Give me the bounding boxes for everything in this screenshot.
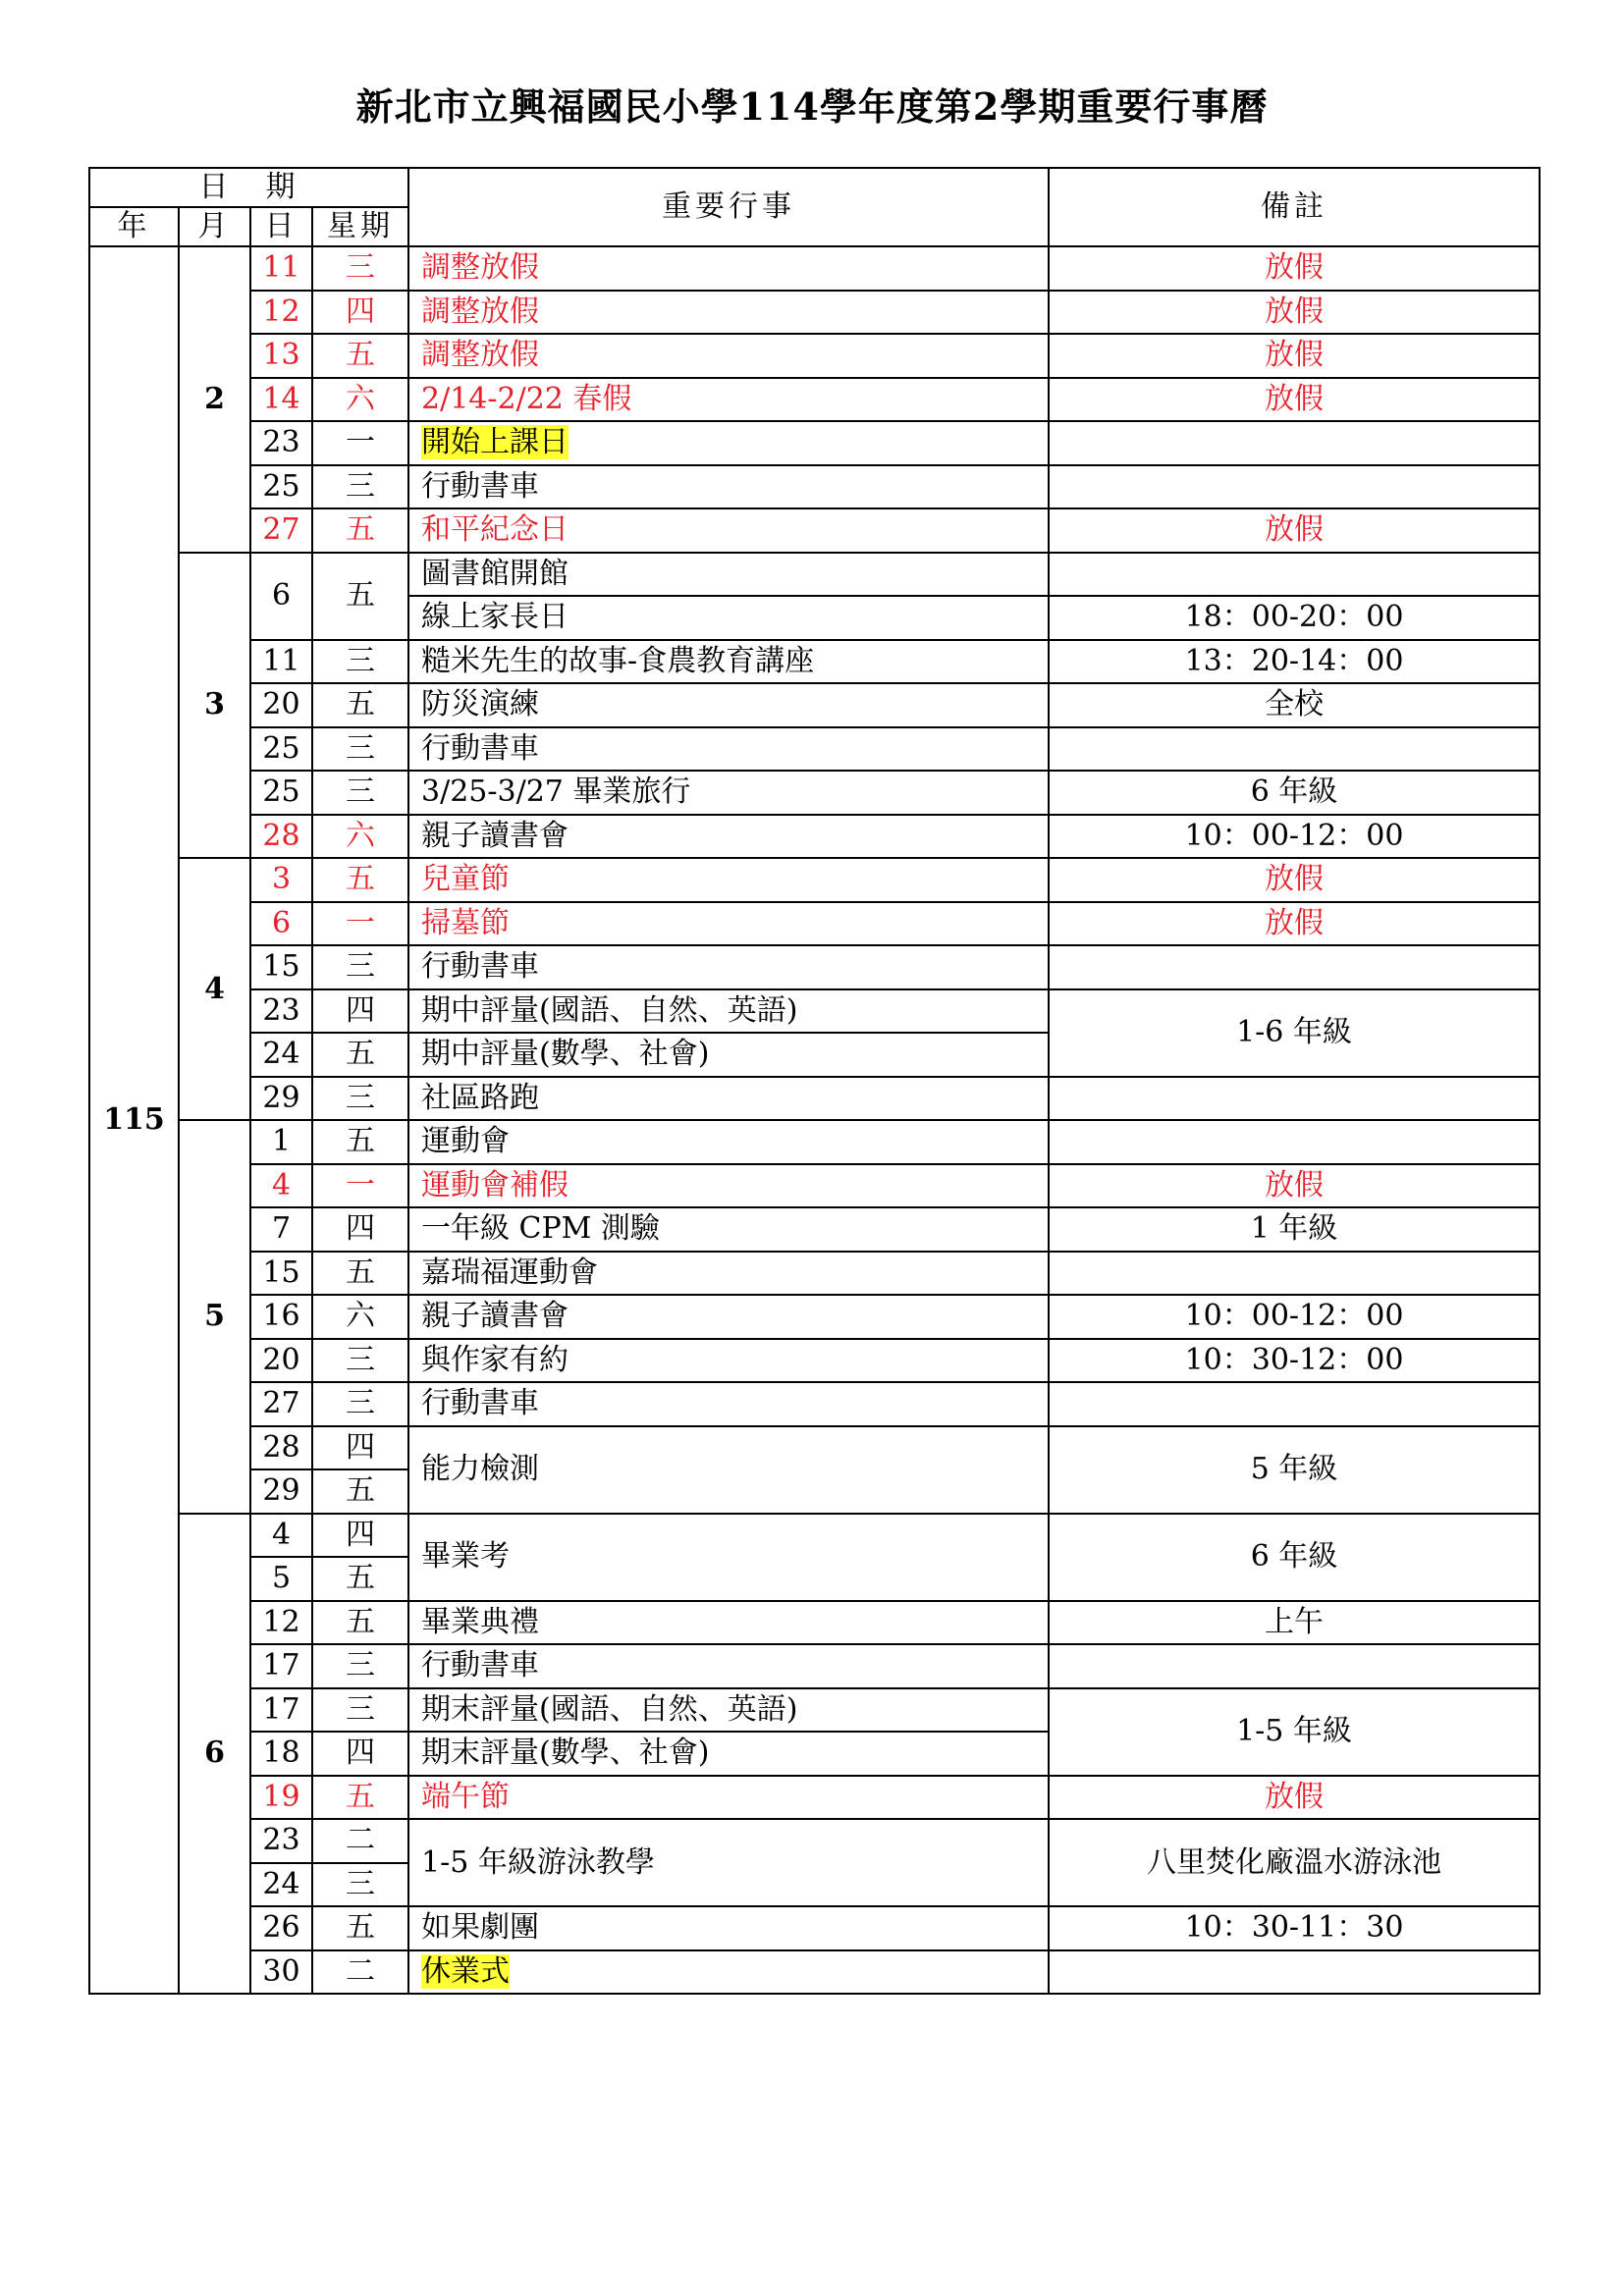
note-cell [1049, 1644, 1540, 1688]
table-row [89, 291, 1540, 335]
day-cell: 15 [250, 1252, 312, 1296]
event-cell: 運動會 [408, 1120, 1049, 1164]
header-row [89, 168, 1540, 207]
table-row [89, 1644, 1540, 1688]
day-cell: 14 [250, 378, 312, 422]
note-cell: 13：20-14：00 [1049, 640, 1540, 684]
weekday-cell: 三 [312, 1077, 408, 1121]
note-cell: 10：30-12：00 [1049, 1339, 1540, 1383]
event-cell: 1-5 年級游泳教學 [408, 1819, 1049, 1906]
table-row [89, 858, 1540, 902]
day-cell: 19 [250, 1776, 312, 1820]
note-cell: 5 年級 [1049, 1426, 1540, 1514]
year-header: 年 [89, 207, 179, 246]
month-cell: 2 [179, 246, 250, 553]
table-row [89, 989, 1540, 1034]
table-row [89, 640, 1540, 684]
table-row [89, 1601, 1540, 1645]
weekday-cell: 五 [312, 683, 408, 727]
weekday-cell: 五 [312, 553, 408, 640]
day-cell: 6 [250, 902, 312, 946]
day-cell: 23 [250, 989, 312, 1034]
day-header: 日 [250, 207, 312, 246]
day-cell: 17 [250, 1644, 312, 1688]
note-cell [1049, 1077, 1540, 1121]
highlighted-event: 開始上課日 [421, 425, 568, 460]
event-cell: 與作家有約 [408, 1339, 1049, 1383]
table-row [89, 1295, 1540, 1339]
event-cell: 2/14-2/22 春假 [408, 378, 1049, 422]
day-cell: 29 [250, 1077, 312, 1121]
day-cell: 7 [250, 1207, 312, 1252]
weekday-cell: 三 [312, 1339, 408, 1383]
weekday-cell: 三 [312, 640, 408, 684]
note-cell: 八里焚化廠溫水游泳池 [1049, 1819, 1540, 1906]
event-cell: 行動書車 [408, 727, 1049, 772]
event-cell: 畢業考 [408, 1514, 1049, 1601]
table-row [89, 421, 1540, 465]
weekday-cell: 一 [312, 421, 408, 465]
table-row [89, 246, 1540, 291]
day-cell: 20 [250, 1339, 312, 1383]
table-row [89, 1382, 1540, 1426]
day-cell: 20 [250, 683, 312, 727]
note-cell: 放假 [1049, 902, 1540, 946]
table-row [89, 1776, 1540, 1820]
event-cell: 行動書車 [408, 945, 1049, 989]
note-cell: 全校 [1049, 683, 1540, 727]
note-cell [1049, 945, 1540, 989]
note-cell [1049, 1950, 1540, 1995]
note-cell [1049, 553, 1540, 597]
table-row [89, 1819, 1540, 1863]
table-row [89, 553, 1540, 597]
table-row [89, 1077, 1540, 1121]
note-cell: 10：00-12：00 [1049, 1295, 1540, 1339]
weekday-cell: 一 [312, 1164, 408, 1208]
event-cell: 線上家長日 [408, 596, 1049, 640]
note-cell: 1-6 年級 [1049, 989, 1540, 1077]
note-cell [1049, 1382, 1540, 1426]
day-cell: 24 [250, 1863, 312, 1907]
event-cell: 端午節 [408, 1776, 1049, 1820]
weekday-cell: 六 [312, 1295, 408, 1339]
table-row [89, 945, 1540, 989]
day-cell: 23 [250, 1819, 312, 1863]
weekday-cell: 五 [312, 1601, 408, 1645]
day-cell: 25 [250, 465, 312, 509]
weekday-cell: 六 [312, 815, 408, 859]
event-cell: 期中評量(國語、自然、英語) [408, 989, 1049, 1034]
day-cell: 4 [250, 1164, 312, 1208]
weekday-cell: 五 [312, 508, 408, 553]
note-cell: 放假 [1049, 1776, 1540, 1820]
weekday-cell: 一 [312, 902, 408, 946]
weekday-cell: 五 [312, 1776, 408, 1820]
table-row [89, 771, 1540, 815]
event-cell: 糙米先生的故事-食農教育講座 [408, 640, 1049, 684]
weekday-cell: 三 [312, 246, 408, 291]
day-cell: 27 [250, 1382, 312, 1426]
event-cell: 社區路跑 [408, 1077, 1049, 1121]
day-cell: 12 [250, 1601, 312, 1645]
table-row [89, 727, 1540, 772]
table-row [89, 1207, 1540, 1252]
weekday-cell: 四 [312, 1426, 408, 1470]
note-cell: 放假 [1049, 858, 1540, 902]
weekday-cell: 四 [312, 1732, 408, 1776]
note-cell: 放假 [1049, 378, 1540, 422]
event-cell: 行動書車 [408, 1382, 1049, 1426]
day-cell: 1 [250, 1120, 312, 1164]
weekday-cell: 五 [312, 334, 408, 378]
table-row [89, 1164, 1540, 1208]
note-cell [1049, 421, 1540, 465]
month-cell: 6 [179, 1514, 250, 1995]
day-cell: 13 [250, 334, 312, 378]
table-row [89, 1426, 1540, 1470]
table-row [89, 1688, 1540, 1733]
weekday-cell: 五 [312, 1469, 408, 1514]
event-cell: 圖書館開館 [408, 553, 1049, 597]
table-row [89, 465, 1540, 509]
weekday-cell: 四 [312, 1207, 408, 1252]
note-cell: 6 年級 [1049, 771, 1540, 815]
event-cell [408, 1950, 1049, 1995]
event-cell: 嘉瑞福運動會 [408, 1252, 1049, 1296]
weekday-cell: 二 [312, 1819, 408, 1863]
day-cell: 17 [250, 1688, 312, 1733]
event-cell: 期末評量(國語、自然、英語) [408, 1688, 1049, 1733]
note-cell [1049, 465, 1540, 509]
note-cell: 10：30-11：30 [1049, 1906, 1540, 1950]
note-header: 備註 [1049, 168, 1540, 246]
note-cell: 6 年級 [1049, 1514, 1540, 1601]
weekday-cell: 四 [312, 1514, 408, 1558]
event-cell: 能力檢測 [408, 1426, 1049, 1514]
weekday-cell: 六 [312, 378, 408, 422]
day-cell: 29 [250, 1469, 312, 1514]
event-cell: 一年級 CPM 測驗 [408, 1207, 1049, 1252]
note-cell: 放假 [1049, 1164, 1540, 1208]
table-row [89, 815, 1540, 859]
weekday-cell: 四 [312, 291, 408, 335]
table-row [89, 1339, 1540, 1383]
day-cell: 4 [250, 1514, 312, 1558]
note-cell [1049, 1120, 1540, 1164]
event-cell: 親子讀書會 [408, 815, 1049, 859]
note-cell [1049, 727, 1540, 772]
event-cell: 行動書車 [408, 465, 1049, 509]
day-cell: 5 [250, 1557, 312, 1601]
weekday-cell: 三 [312, 1644, 408, 1688]
event-cell: 行動書車 [408, 1644, 1049, 1688]
event-cell: 運動會補假 [408, 1164, 1049, 1208]
month-cell: 4 [179, 858, 250, 1120]
event-cell: 掃墓節 [408, 902, 1049, 946]
table-row [89, 334, 1540, 378]
weekday-cell: 三 [312, 465, 408, 509]
note-cell: 放假 [1049, 246, 1540, 291]
table-row [89, 1120, 1540, 1164]
note-cell: 18：00-20：00 [1049, 596, 1540, 640]
event-cell: 期中評量(數學、社會) [408, 1033, 1049, 1077]
weekday-cell: 三 [312, 771, 408, 815]
month-cell: 5 [179, 1120, 250, 1514]
table-row [89, 378, 1540, 422]
event-header: 重要行事 [408, 168, 1049, 246]
table-row [89, 1514, 1540, 1558]
weekday-cell: 三 [312, 727, 408, 772]
event-cell [408, 421, 1049, 465]
event-cell: 防災演練 [408, 683, 1049, 727]
day-cell: 28 [250, 815, 312, 859]
day-cell: 11 [250, 246, 312, 291]
event-cell: 調整放假 [408, 246, 1049, 291]
day-cell: 25 [250, 727, 312, 772]
event-cell: 調整放假 [408, 291, 1049, 335]
day-cell: 26 [250, 1906, 312, 1950]
weekday-cell: 三 [312, 1688, 408, 1733]
month-cell: 3 [179, 553, 250, 859]
day-cell: 18 [250, 1732, 312, 1776]
event-cell: 調整放假 [408, 334, 1049, 378]
calendar-table [88, 167, 1541, 1995]
day-cell: 6 [250, 553, 312, 640]
weekday-cell: 五 [312, 1557, 408, 1601]
weekday-cell: 三 [312, 945, 408, 989]
table-row [89, 1950, 1540, 1995]
day-cell: 27 [250, 508, 312, 553]
weekday-cell: 五 [312, 1906, 408, 1950]
table-row [89, 1252, 1540, 1296]
day-cell: 30 [250, 1950, 312, 1995]
day-cell: 24 [250, 1033, 312, 1077]
table-row [89, 508, 1540, 553]
weekday-cell: 二 [312, 1950, 408, 1995]
note-cell: 1 年級 [1049, 1207, 1540, 1252]
day-cell: 12 [250, 291, 312, 335]
note-cell: 1-5 年級 [1049, 1688, 1540, 1776]
weekday-cell: 三 [312, 1382, 408, 1426]
event-cell: 如果劇團 [408, 1906, 1049, 1950]
event-cell: 和平紀念日 [408, 508, 1049, 553]
weekday-cell: 五 [312, 1033, 408, 1077]
table-row [89, 902, 1540, 946]
weekday-cell: 五 [312, 1252, 408, 1296]
page-title: 新北市立興福國民小學114學年度第2學期重要行事曆 [355, 84, 1269, 129]
day-cell: 16 [250, 1295, 312, 1339]
month-header: 月 [179, 207, 250, 246]
day-cell: 3 [250, 858, 312, 902]
weekday-cell: 五 [312, 858, 408, 902]
note-cell: 10：00-12：00 [1049, 815, 1540, 859]
note-cell: 放假 [1049, 291, 1540, 335]
year-cell: 115 [89, 246, 179, 1994]
event-cell: 畢業典禮 [408, 1601, 1049, 1645]
event-cell: 兒童節 [408, 858, 1049, 902]
weekday-header: 星期 [312, 207, 408, 246]
table-row [89, 683, 1540, 727]
note-cell [1049, 1252, 1540, 1296]
event-cell: 期末評量(數學、社會) [408, 1732, 1049, 1776]
weekday-cell: 四 [312, 989, 408, 1034]
note-cell: 放假 [1049, 508, 1540, 553]
note-cell: 放假 [1049, 334, 1540, 378]
event-cell: 親子讀書會 [408, 1295, 1049, 1339]
highlighted-event: 休業式 [421, 1953, 510, 1989]
weekday-cell: 五 [312, 1120, 408, 1164]
day-cell: 23 [250, 421, 312, 465]
weekday-cell: 三 [312, 1863, 408, 1907]
day-cell: 25 [250, 771, 312, 815]
table-row [89, 1906, 1540, 1950]
day-cell: 15 [250, 945, 312, 989]
event-cell: 3/25-3/27 畢業旅行 [408, 771, 1049, 815]
date-group-header: 日 期 [89, 168, 408, 207]
note-cell: 上午 [1049, 1601, 1540, 1645]
day-cell: 11 [250, 640, 312, 684]
day-cell: 28 [250, 1426, 312, 1470]
